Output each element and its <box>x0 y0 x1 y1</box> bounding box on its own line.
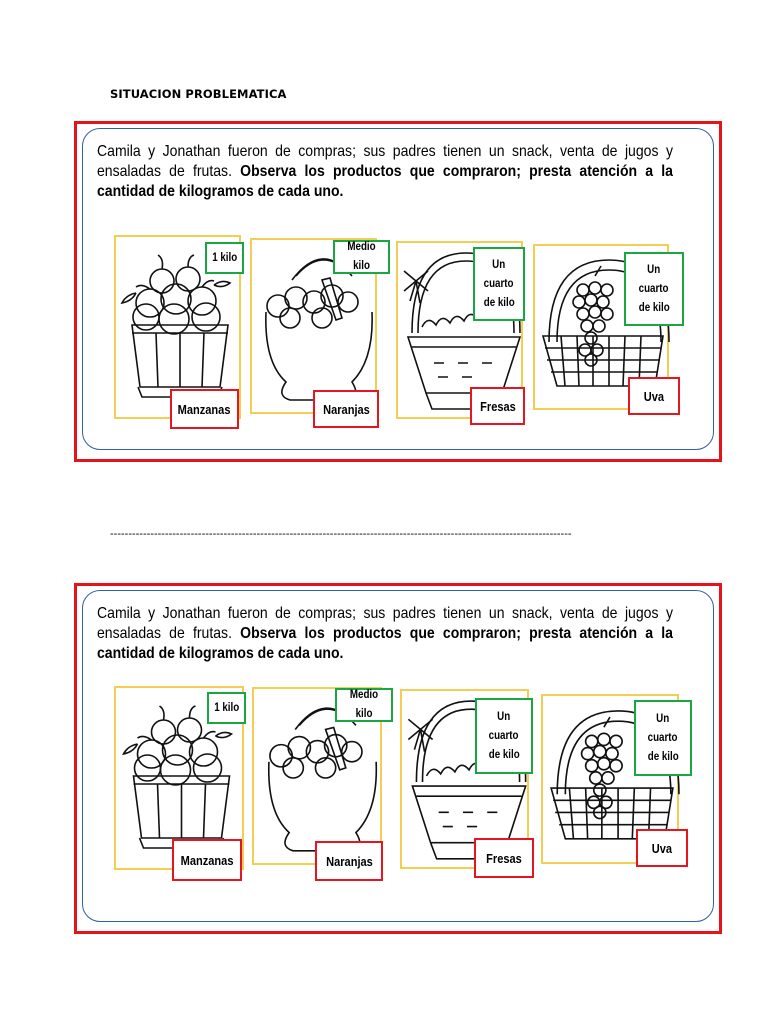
page-heading: SITUACION PROBLEMATICA <box>110 87 287 101</box>
name-label-naranjas: Naranjas <box>315 841 383 881</box>
name-label-fresas: Fresas <box>470 387 525 425</box>
name-label-naranjas: Naranjas <box>313 390 379 428</box>
problem-text <box>97 604 673 664</box>
separator-line: ------------------------------------------------------------------------------------------------------------------------------ <box>110 528 572 540</box>
problem-text-plain: Camila y Jonathan fueron de compras; sus padres tienen un snack, venta de jugos y ensaladas de frutas. <box>97 143 673 180</box>
problem-text-plain: Camila y Jonathan fueron de compras; sus padres tienen un snack, venta de jugos y ensaladas de frutas. <box>97 605 673 642</box>
name-label-manzanas: Manzanas <box>170 389 239 429</box>
quantity-label-fresas: Un cuarto de kilo <box>473 247 525 321</box>
quantity-label-manzanas: 1 kilo <box>205 242 244 274</box>
problem-card-2 <box>74 583 722 934</box>
quantity-label-uva: Un cuarto de kilo <box>634 700 692 776</box>
problem-text-bold: Observa los productos que compraron; presta atención a la cantidad de kilogramos de cada uno. <box>97 163 673 200</box>
quantity-label-naranjas: Medio kilo <box>335 688 393 722</box>
quantity-label-uva: Un cuarto de kilo <box>624 252 684 326</box>
name-label-uva: Uva <box>636 829 688 867</box>
name-label-uva: Uva <box>628 377 680 415</box>
problem-card-1 <box>74 121 722 462</box>
quantity-label-naranjas: Medio kilo <box>333 240 390 274</box>
problem-text <box>97 142 673 202</box>
name-label-fresas: Fresas <box>474 838 534 878</box>
quantity-label-fresas: Un cuarto de kilo <box>475 698 533 774</box>
quantity-label-manzanas: 1 kilo <box>207 692 246 724</box>
problem-text-bold: Observa los productos que compraron; presta atención a la cantidad de kilogramos de cada uno. <box>97 625 673 662</box>
name-label-manzanas: Manzanas <box>172 839 242 881</box>
